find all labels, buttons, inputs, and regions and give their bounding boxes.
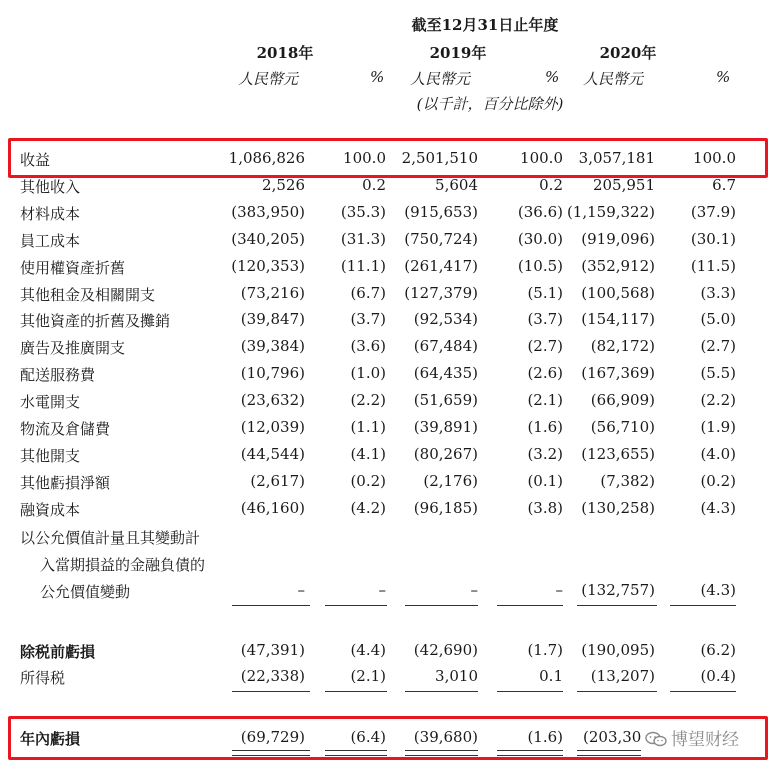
table-cell: (47,391) xyxy=(240,641,305,659)
table-cell: (1.0) xyxy=(350,364,386,382)
table-cell: (1.6) xyxy=(527,418,563,436)
table-cell: (96,185) xyxy=(413,499,478,517)
percent-header-2020: % xyxy=(716,68,731,86)
row-label: 其他收入 xyxy=(20,178,81,196)
row-label: 廣告及推廣開支 xyxy=(20,339,126,357)
table-cell: 1,086,826 xyxy=(228,149,305,167)
table-cell: (11.5) xyxy=(690,257,736,275)
table-cell: (7,382) xyxy=(600,472,655,490)
table-cell: (2,176) xyxy=(423,472,478,490)
table-cell: 100.0 xyxy=(693,149,736,167)
table-cell: (190,095) xyxy=(581,641,655,659)
highlight-box-revenue xyxy=(8,138,768,178)
units-note: (以千計，百分比除外) xyxy=(416,95,564,113)
table-cell: (4.1) xyxy=(350,445,386,463)
table-cell: (39,384) xyxy=(240,337,305,355)
table-cell: (1,159,322) xyxy=(566,203,655,221)
subtotal-rule xyxy=(232,605,310,606)
row-label: 其他資產的折舊及攤銷 xyxy=(20,312,171,330)
table-cell: (1.6) xyxy=(527,728,563,746)
row-label: 融資成本 xyxy=(20,501,81,519)
table-cell: (340,205) xyxy=(231,230,305,248)
table-cell: (92,534) xyxy=(413,310,478,328)
wechat-icon xyxy=(645,731,667,747)
table-cell: (352,912) xyxy=(581,257,655,275)
table-cell: 3,010 xyxy=(435,667,478,685)
annual-loss-label: 年內虧損 xyxy=(20,730,81,748)
pretax-loss-label: 除税前虧損 xyxy=(20,643,96,661)
table-cell: (46,160) xyxy=(240,499,305,517)
table-cell: (203,30 xyxy=(583,728,642,746)
table-cell: (4.0) xyxy=(700,445,736,463)
subtotal-rule xyxy=(497,691,563,692)
table-cell: (3.7) xyxy=(350,310,386,328)
table-cell: (39,680) xyxy=(413,728,478,746)
table-cell: (2.1) xyxy=(350,667,386,685)
table-cell: 2,526 xyxy=(262,176,305,194)
currency-header-2020: 人民幣元 xyxy=(583,70,644,88)
table-cell: (44,544) xyxy=(240,445,305,463)
table-cell: (6.2) xyxy=(700,641,736,659)
table-cell: (3.8) xyxy=(527,499,563,517)
year-header-2020: 2020年 xyxy=(599,44,657,62)
currency-header-2018: 人民幣元 xyxy=(238,70,299,88)
table-cell: – xyxy=(297,581,305,599)
table-cell: (1.9) xyxy=(700,418,736,436)
table-cell: (31.3) xyxy=(340,230,386,248)
table-cell: (915,653) xyxy=(404,203,478,221)
table-cell: (1.1) xyxy=(350,418,386,436)
subtotal-rule xyxy=(670,605,736,606)
row-label: 員工成本 xyxy=(20,232,81,250)
subtotal-rule xyxy=(497,605,563,606)
table-cell: (2.6) xyxy=(527,364,563,382)
table-cell: (10,796) xyxy=(240,364,305,382)
table-cell: (22,338) xyxy=(240,667,305,685)
table-cell: (4.3) xyxy=(700,499,736,517)
table-cell: – xyxy=(555,581,563,599)
row-label: 收益 xyxy=(20,151,51,169)
table-cell: (100,568) xyxy=(581,284,655,302)
row-label: 使用權資產折舊 xyxy=(20,259,126,277)
table-cell: (2.7) xyxy=(527,337,563,355)
table-cell: (67,484) xyxy=(413,337,478,355)
table-cell: (56,710) xyxy=(590,418,655,436)
table-cell: (73,216) xyxy=(240,284,305,302)
table-cell: 0.1 xyxy=(539,667,563,685)
table-cell: (13,207) xyxy=(590,667,655,685)
table-cell: (12,039) xyxy=(240,418,305,436)
table-cell: 0.2 xyxy=(362,176,386,194)
row-label: 配送服務費 xyxy=(20,366,96,384)
fair-value-label-line2: 入當期損益的金融負債的 xyxy=(40,556,206,574)
subtotal-rule xyxy=(670,691,736,692)
row-label: 其他虧損淨額 xyxy=(20,474,111,492)
table-cell: 3,057,181 xyxy=(578,149,655,167)
table-cell: (2.2) xyxy=(700,391,736,409)
table-cell: (42,690) xyxy=(413,641,478,659)
table-cell: (6.4) xyxy=(350,728,386,746)
table-cell: 6.7 xyxy=(712,176,736,194)
table-cell: 5,604 xyxy=(435,176,478,194)
row-label: 材料成本 xyxy=(20,205,81,223)
table-cell: (3.6) xyxy=(350,337,386,355)
table-cell: (35.3) xyxy=(340,203,386,221)
table-cell: (0.1) xyxy=(527,472,563,490)
table-cell: (383,950) xyxy=(231,203,305,221)
table-cell: (66,909) xyxy=(590,391,655,409)
year-header-2018: 2018年 xyxy=(256,44,314,62)
table-cell: (5.0) xyxy=(700,310,736,328)
row-label: 物流及倉儲費 xyxy=(20,420,111,438)
table-cell: (30.1) xyxy=(690,230,736,248)
subtotal-rule xyxy=(325,691,387,692)
table-cell: (3.7) xyxy=(527,310,563,328)
watermark-text: 博望财经 xyxy=(671,730,739,750)
table-cell: 100.0 xyxy=(343,149,386,167)
table-cell: (120,353) xyxy=(231,257,305,275)
percent-header-2018: % xyxy=(370,68,385,86)
table-cell: (11.1) xyxy=(340,257,386,275)
table-cell: (5.1) xyxy=(527,284,563,302)
income-tax-label: 所得税 xyxy=(20,669,66,687)
year-header-2019: 2019年 xyxy=(429,44,487,62)
table-cell: – xyxy=(470,581,478,599)
table-cell: (30.0) xyxy=(517,230,563,248)
row-label: 其他租金及相關開支 xyxy=(20,286,156,304)
row-label: 其他開支 xyxy=(20,447,81,465)
table-cell: (10.5) xyxy=(517,257,563,275)
table-cell: (2.7) xyxy=(700,337,736,355)
subtotal-rule xyxy=(405,605,478,606)
table-cell: (0.4) xyxy=(700,667,736,685)
row-label: 水電開支 xyxy=(20,393,81,411)
table-cell: 0.2 xyxy=(539,176,563,194)
table-cell: (130,258) xyxy=(581,499,655,517)
subtotal-rule xyxy=(577,691,657,692)
fair-value-label-line1: 以公允價值計量且其變動計 xyxy=(20,529,201,547)
table-cell: (261,417) xyxy=(404,257,478,275)
table-cell: – xyxy=(378,581,386,599)
subtotal-rule xyxy=(577,605,657,606)
table-cell: (132,757) xyxy=(581,581,655,599)
period-header: 截至12月31日止年度 xyxy=(411,16,559,34)
table-cell: (2,617) xyxy=(250,472,305,490)
watermark xyxy=(645,725,739,750)
table-cell: (154,117) xyxy=(581,310,655,328)
table-cell: (82,172) xyxy=(590,337,655,355)
table-cell: (0.2) xyxy=(350,472,386,490)
table-cell: (2.1) xyxy=(527,391,563,409)
table-cell: (2.2) xyxy=(350,391,386,409)
table-cell: (167,369) xyxy=(581,364,655,382)
table-cell: (4.4) xyxy=(350,641,386,659)
table-cell: (6.7) xyxy=(350,284,386,302)
table-cell: (127,379) xyxy=(404,284,478,302)
subtotal-rule xyxy=(232,691,310,692)
table-cell: (4.3) xyxy=(700,581,736,599)
table-cell: (51,659) xyxy=(413,391,478,409)
table-cell: (39,847) xyxy=(240,310,305,328)
table-cell: (919,096) xyxy=(581,230,655,248)
table-cell: 205,951 xyxy=(592,176,655,194)
table-cell: (39,891) xyxy=(413,418,478,436)
table-cell: (750,724) xyxy=(404,230,478,248)
table-cell: (69,729) xyxy=(240,728,305,746)
table-cell: (123,655) xyxy=(581,445,655,463)
table-cell: (36.6) xyxy=(517,203,563,221)
subtotal-rule xyxy=(405,691,478,692)
table-cell: (3.2) xyxy=(527,445,563,463)
percent-header-2019: % xyxy=(545,68,560,86)
table-cell: (1.7) xyxy=(527,641,563,659)
table-cell: (23,632) xyxy=(240,391,305,409)
table-cell: (4.2) xyxy=(350,499,386,517)
currency-header-2019: 人民幣元 xyxy=(410,70,471,88)
subtotal-rule xyxy=(325,605,387,606)
table-cell: 2,501,510 xyxy=(401,149,478,167)
table-cell: (3.3) xyxy=(700,284,736,302)
table-cell: (64,435) xyxy=(413,364,478,382)
fair-value-label-line3: 公允價值變動 xyxy=(40,583,131,601)
table-cell: 100.0 xyxy=(520,149,563,167)
table-cell: (37.9) xyxy=(690,203,736,221)
table-cell: (0.2) xyxy=(700,472,736,490)
table-cell: (80,267) xyxy=(413,445,478,463)
table-cell: (5.5) xyxy=(700,364,736,382)
